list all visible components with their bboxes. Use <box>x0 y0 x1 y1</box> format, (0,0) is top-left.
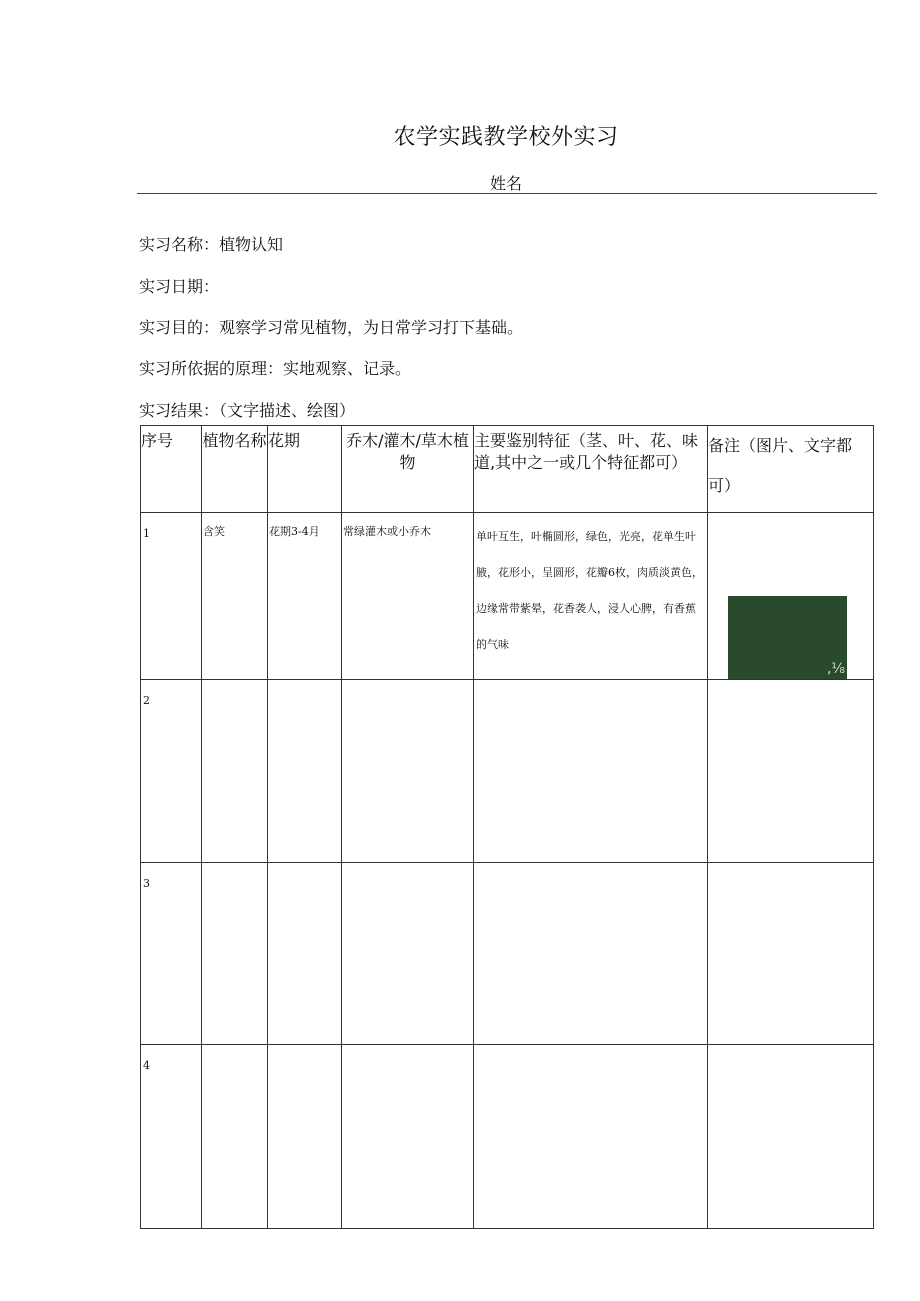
cell-bloom-period <box>268 863 342 1045</box>
cell-features <box>474 863 708 1045</box>
table-row <box>141 680 874 863</box>
cell-plant-name <box>202 863 268 1045</box>
row-index: 2 <box>141 680 202 863</box>
table-row <box>141 513 874 680</box>
document-title: 农学实践教学校外实习 <box>393 125 619 150</box>
header-bloom-period: 花期 <box>268 426 342 513</box>
table-row <box>141 863 874 1045</box>
cell-bloom-period <box>268 1045 342 1229</box>
header-plant-name: 植物名称 <box>202 426 268 513</box>
plant-photo <box>728 596 847 679</box>
cell-features <box>474 1045 708 1229</box>
plant-record-table <box>140 425 874 1229</box>
header-features: 主要鉴别特征（茎、叶、花、味道,其中之一或几个特征都可） <box>474 426 708 513</box>
cell-remarks <box>708 863 874 1045</box>
table-row <box>141 1045 874 1229</box>
practice-purpose: 实习目的：观察学习常见植物，为日常学习打下基础。 <box>139 318 524 337</box>
cell-plant-name <box>202 680 268 863</box>
header-plant-type: 乔木/灌木/草木植物 <box>342 426 474 513</box>
cell-features: 单叶互生，叶椭圆形，绿色，光亮，花单生叶腋，花形小，呈圆形，花瓣6枚，肉质淡黄色，边缘常带紫晕，花香袭人，浸人心脾，有香蕉的气味 <box>474 513 708 680</box>
cell-plant-name: 含笑 <box>202 513 268 680</box>
cell-plant-name <box>202 1045 268 1229</box>
cell-plant-type <box>342 863 474 1045</box>
header-divider <box>137 193 877 194</box>
header-index: 序号 <box>141 426 202 513</box>
cell-plant-type <box>342 1045 474 1229</box>
row-index: 1 <box>141 513 202 680</box>
practice-results: 实习结果：（文字描述、绘图） <box>139 401 356 420</box>
cell-remarks <box>708 1045 874 1229</box>
row-index: 3 <box>141 863 202 1045</box>
cell-plant-type: 常绿灌木或小乔木 <box>342 513 474 680</box>
name-label: 姓名 <box>489 174 522 193</box>
cell-bloom-period <box>268 680 342 863</box>
photo-mark: ,⅛ <box>826 661 845 677</box>
header-remarks: 备注（图片、文字都可） <box>708 426 874 513</box>
practice-name: 实习名称：植物认知 <box>139 235 284 254</box>
cell-plant-type <box>342 680 474 863</box>
cell-remarks <box>708 513 874 680</box>
cell-bloom-period: 花期3-4月 <box>268 513 342 680</box>
cell-features <box>474 680 708 863</box>
cell-remarks <box>708 680 874 863</box>
practice-principle: 实习所依据的原理：实地观察、记录。 <box>139 359 412 378</box>
table-header-row <box>141 426 874 513</box>
row-index: 4 <box>141 1045 202 1229</box>
practice-date: 实习日期： <box>139 277 220 296</box>
